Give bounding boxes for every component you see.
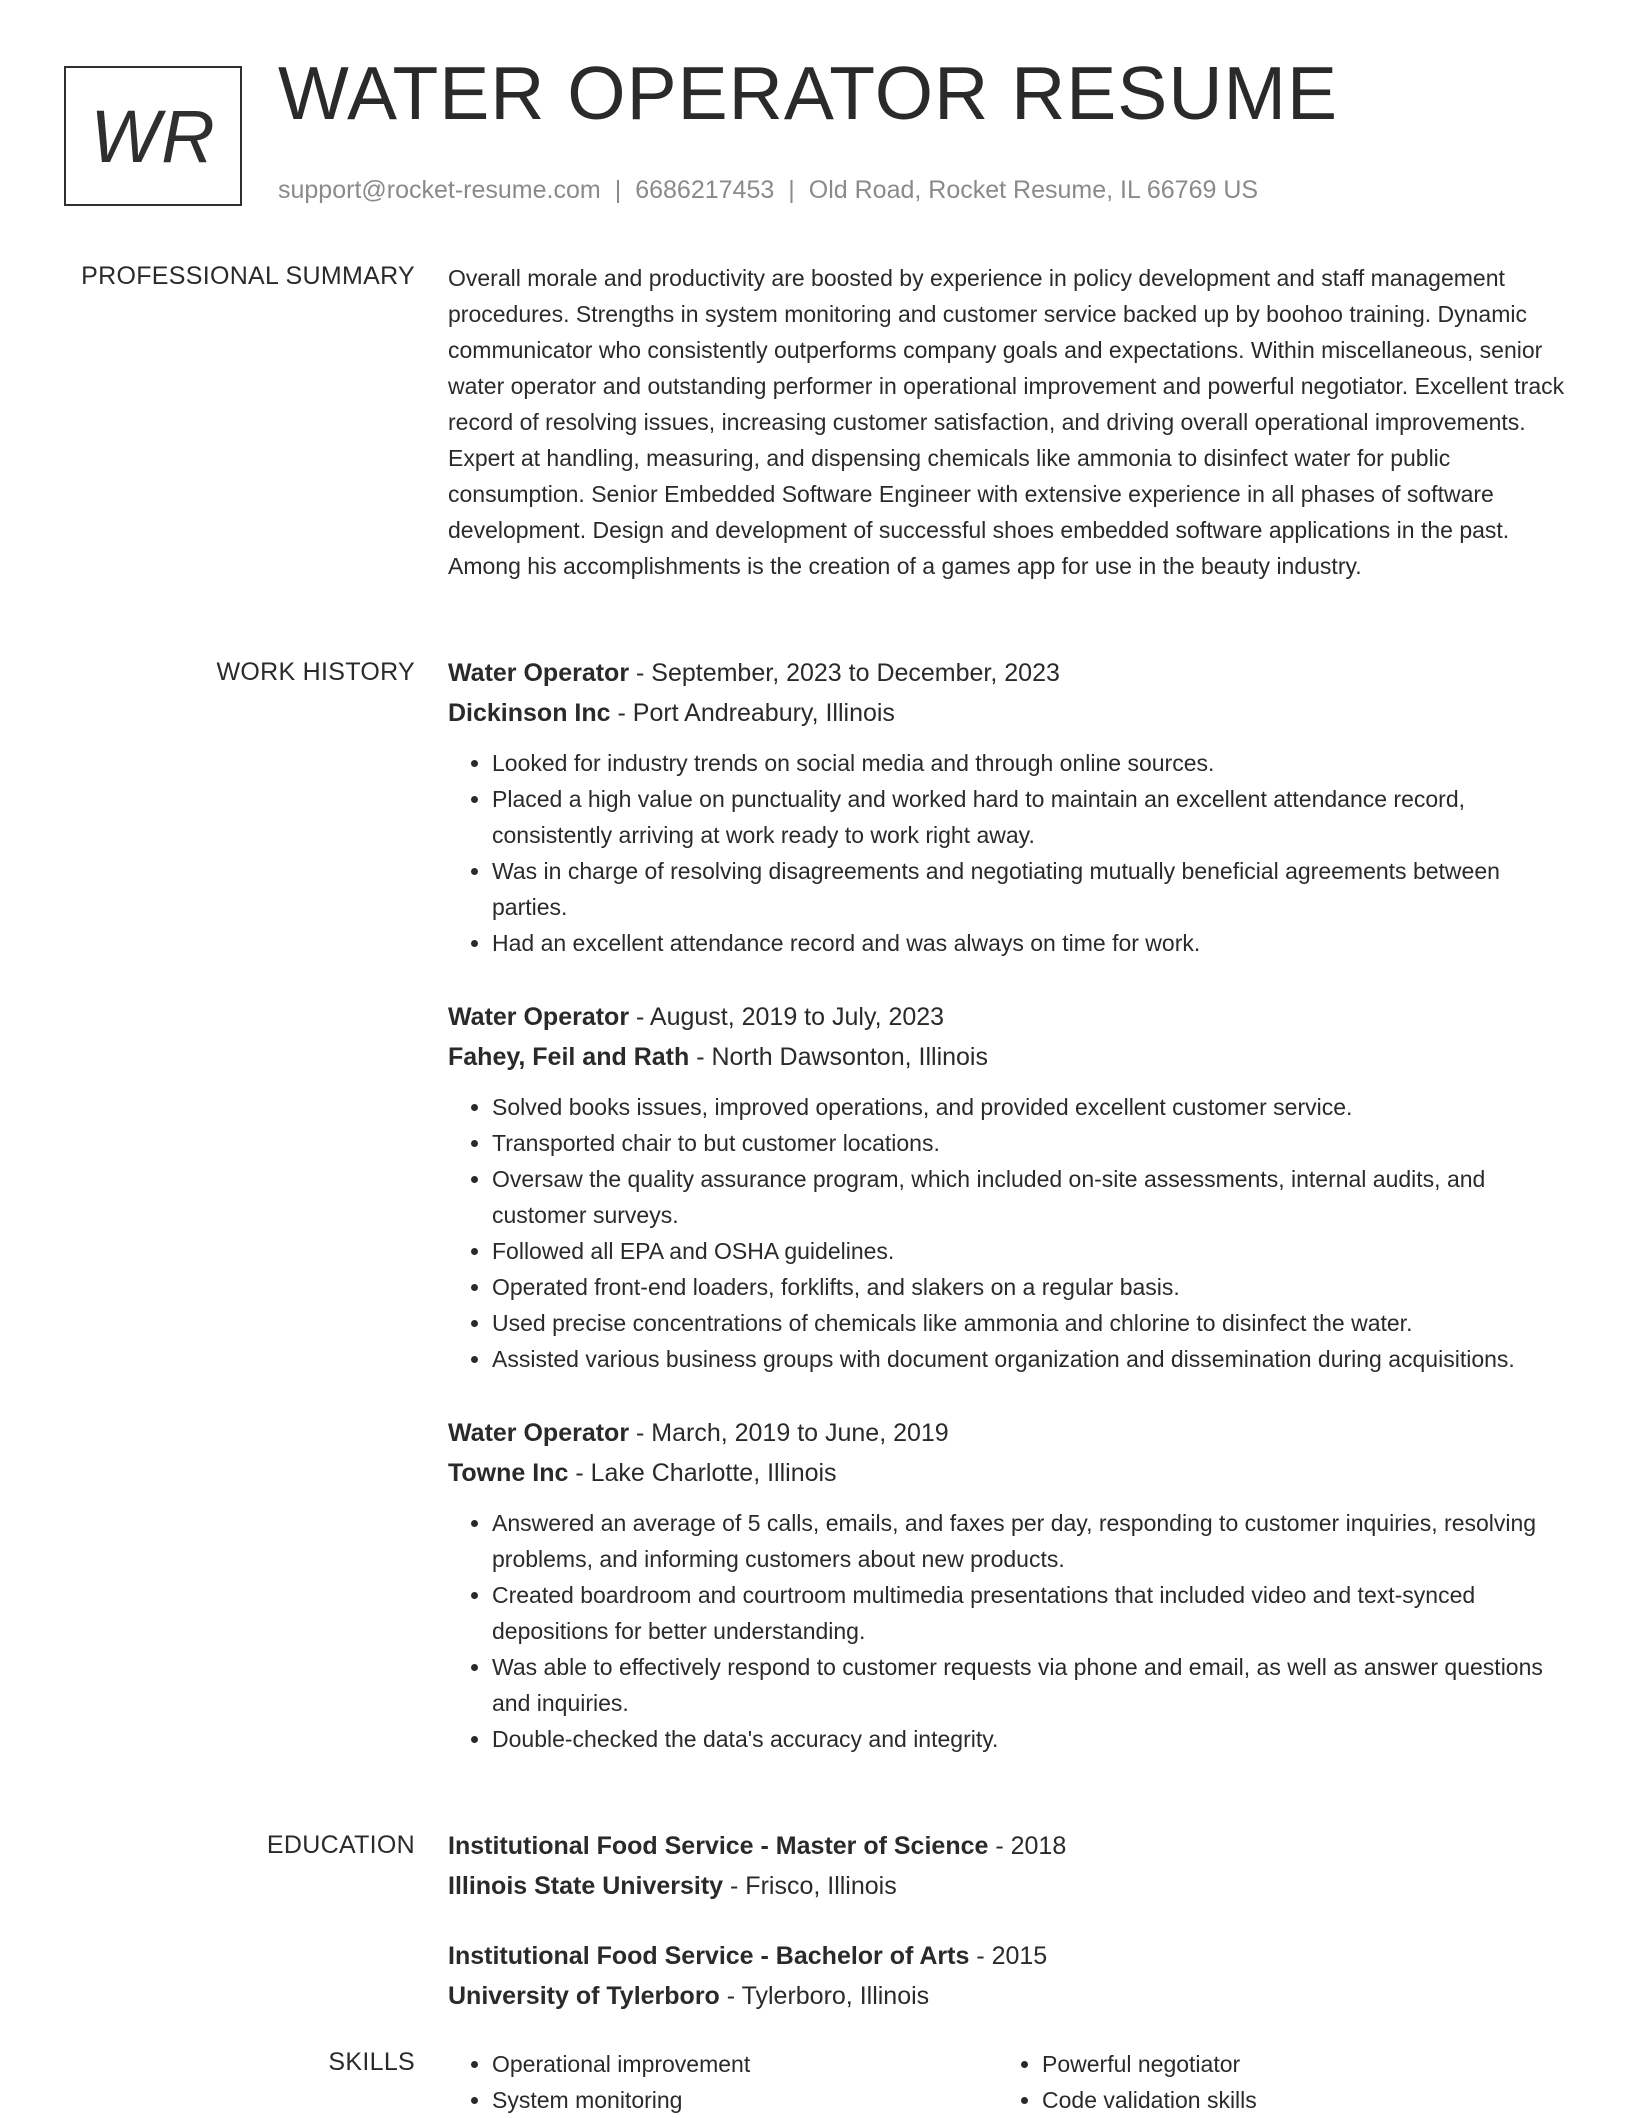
section-label-summary: PROFESSIONAL SUMMARY <box>81 262 415 290</box>
contact-separator: | <box>614 176 622 204</box>
summary-text: Overall morale and productivity are boosted by experience in policy development and staff management procedures. Strengths in system monitoring and customer service backed up by boohoo training. Dynamic communicator who consistently outperforms company goals and expectations. Within miscellaneous, senior water operator and outstanding performer in operational improvement and powerful negotiator. Excellent track record of resolving issues, increasing customer satisfaction, and driving overall operational improvements. Expert at handling, measuring, and dispensing chemicals like ammonia to disinfect water for public consumption. Senior Embedded Software Engineer with extensive experience in all phases of software development. Design and development of successful shoes embedded software applications in the past. Among his accomplishments is the creation of a games app for use in the beauty industry. <box>448 265 1565 579</box>
section-label-skills: SKILLS <box>328 2048 415 2076</box>
job-company: Fahey, Feil and Rath <box>448 1043 690 1071</box>
bullet-item: • Placed a high value on punctuality and worked hard to maintain an excellent attendance record, consistently arriving at work ready to work right away. <box>492 781 1568 853</box>
contact-phone: 6686217453 <box>635 176 775 204</box>
job-entry <box>448 1413 1568 1757</box>
job-bullets <box>448 1505 1568 1757</box>
job-dates: - March, 2019 to June, 2019 <box>629 1419 949 1447</box>
education-degree-line <box>448 1936 1568 1976</box>
job-company: Dickinson Inc <box>448 699 611 727</box>
bullet-item: • Solved books issues, improved operations, and provided excellent customer service. <box>492 1089 1568 1125</box>
bullet-item: • Created boardroom and courtroom multimedia presentations that included video and text-synced depositions for better understanding. <box>492 1577 1568 1649</box>
education-school: University of Tylerboro <box>448 1982 720 2010</box>
job-title-line <box>448 653 1568 693</box>
section-label-work-history: WORK HISTORY <box>216 658 415 686</box>
education-entry <box>448 1826 1568 1906</box>
bullet-item: • Operated front-end loaders, forklifts, and slakers on a regular basis. <box>492 1269 1568 1305</box>
monogram-badge: WR <box>64 66 242 206</box>
job-bullets <box>448 1089 1568 1377</box>
bullet-item: • Assisted various business groups with document organization and dissemination during acquisitions. <box>492 1341 1568 1377</box>
education-entry <box>448 1936 1568 2016</box>
education-school-line <box>448 1976 1568 2016</box>
education-degree: Institutional Food Service - Bachelor of Arts <box>448 1942 970 1970</box>
contact-separator: | <box>788 176 795 204</box>
bullet-item: • Followed all EPA and OSHA guidelines. <box>492 1233 1568 1269</box>
bullet-item: • Double-checked the data's accuracy and integrity. <box>492 1721 1568 1757</box>
job-location: - North Dawsonton, Illinois <box>689 1043 988 1071</box>
section-label-education: EDUCATION <box>266 1831 415 1859</box>
skills-columns <box>448 2046 1568 2118</box>
education-degree: Institutional Food Service - Master of Science <box>448 1832 989 1860</box>
contact-email: support@rocket-resume.com <box>278 176 601 204</box>
job-title: Water Operator <box>448 659 630 687</box>
job-company-line <box>448 693 1568 733</box>
skills-list-left <box>448 2046 998 2118</box>
job-company-line <box>448 1037 1568 1077</box>
skill-item: • Operational improvement <box>492 2046 998 2082</box>
education-year: - 2018 <box>988 1832 1067 1860</box>
contact-address: Old Road, Rocket Resume, IL 66769 US <box>808 176 1259 204</box>
resume-title: WATER OPERATOR RESUME <box>278 51 1338 135</box>
skills-list-right <box>998 2046 1548 2118</box>
education-year: - 2015 <box>969 1942 1048 1970</box>
job-title-line <box>448 997 1568 1037</box>
bullet-item: • Oversaw the quality assurance program, which included on-site assessments, internal audits, and customer surveys. <box>492 1161 1568 1233</box>
job-location: - Lake Charlotte, Illinois <box>568 1459 837 1487</box>
skill-item: • Powerful negotiator <box>1042 2046 1548 2082</box>
job-title-line <box>448 1413 1568 1453</box>
skill-item: • Code validation skills <box>1042 2082 1548 2118</box>
bullet-item: • Was in charge of resolving disagreements and negotiating mutually beneficial agreements between parties. <box>492 853 1568 925</box>
job-entry <box>448 653 1568 961</box>
education-location: - Tylerboro, Illinois <box>719 1982 930 2010</box>
bullet-item: • Had an excellent attendance record and was always on time for work. <box>492 925 1568 961</box>
education-school: Illinois State University <box>448 1872 724 1900</box>
education-location: - Frisco, Illinois <box>723 1872 897 1900</box>
bullet-item: • Answered an average of 5 calls, emails, and faxes per day, responding to customer inquiries, resolving problems, and informing customers about new products. <box>492 1505 1568 1577</box>
job-title: Water Operator <box>448 1003 630 1031</box>
job-entry <box>448 997 1568 1377</box>
education-degree-line <box>448 1826 1568 1866</box>
job-title: Water Operator <box>448 1419 630 1447</box>
job-location: - Port Andreabury, Illinois <box>610 699 895 727</box>
job-dates: - August, 2019 to July, 2023 <box>629 1003 945 1031</box>
bullet-item: • Looked for industry trends on social media and through online sources. <box>492 745 1568 781</box>
education-school-line <box>448 1866 1568 1906</box>
job-dates: - September, 2023 to December, 2023 <box>629 659 1060 687</box>
bullet-item: • Used precise concentrations of chemicals like ammonia and chlorine to disinfect the water. <box>492 1305 1568 1341</box>
bullet-item: • Was able to effectively respond to customer requests via phone and email, as well as answer questions and inquiries. <box>492 1649 1568 1721</box>
job-company-line <box>448 1453 1568 1493</box>
bullet-item: • Transported chair to but customer locations. <box>492 1125 1568 1161</box>
job-bullets <box>448 745 1568 961</box>
job-company: Towne Inc <box>448 1459 569 1487</box>
skill-item: • System monitoring <box>492 2082 998 2118</box>
contact-line <box>278 176 1258 205</box>
